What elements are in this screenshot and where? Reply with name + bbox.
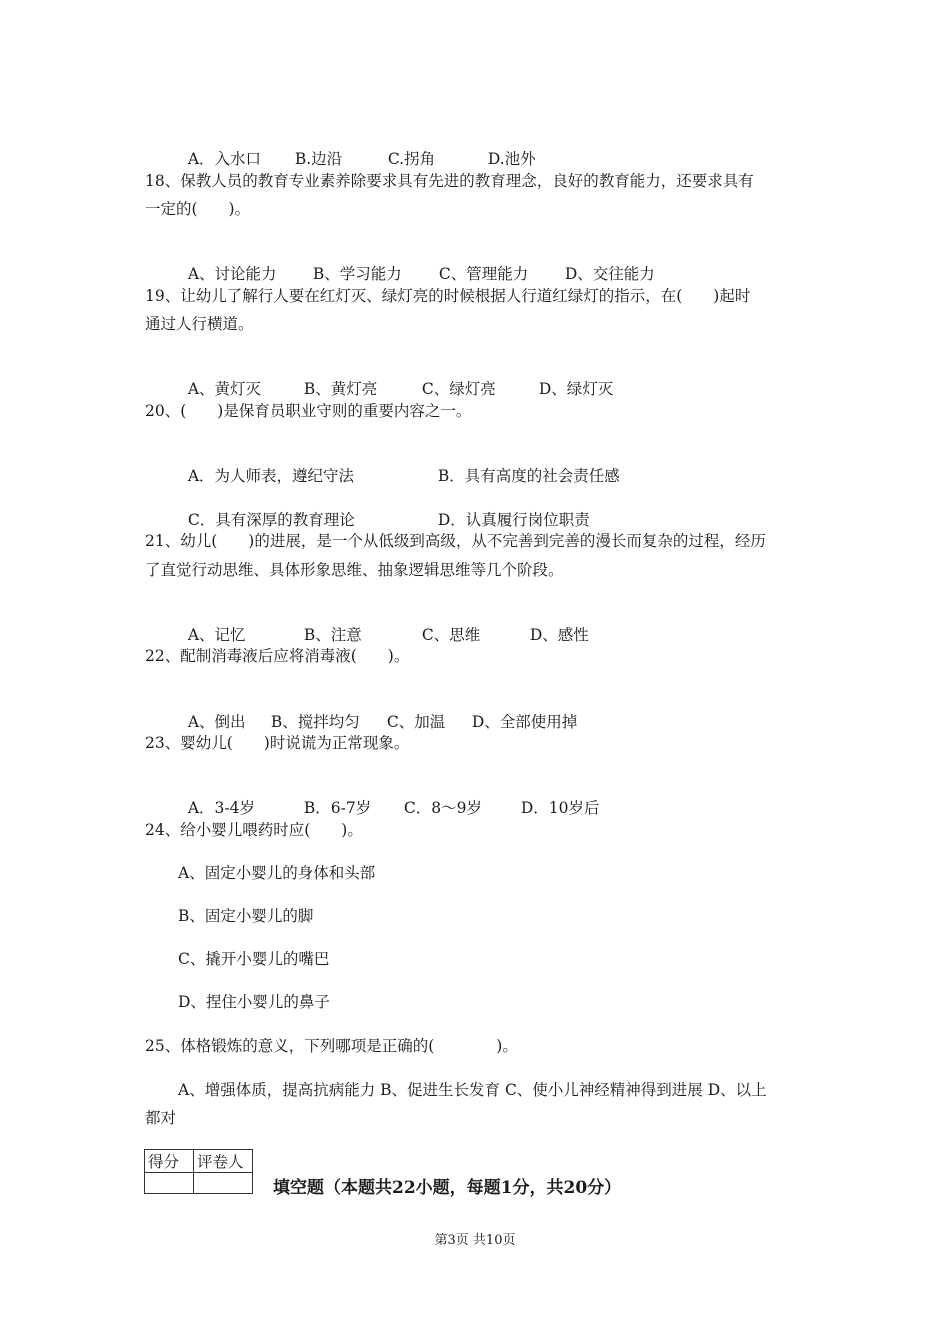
q21-text-line2: 了直觉行动思维、具体形象思维、抽象逻辑思维等几个阶段。	[145, 561, 564, 579]
q23-options	[178, 775, 600, 819]
q24-option-a: A、固定小婴儿的身体和头部	[178, 864, 376, 882]
q17-option-b: B.边沿	[294, 150, 343, 168]
q18-option-c: C、管理能力	[438, 265, 529, 283]
q20-options-row1	[178, 443, 620, 487]
q25-text: 25、体格锻炼的意义，下列哪项是正确的( )。	[145, 1037, 518, 1055]
q17-option-d: D.池外	[487, 150, 536, 168]
grader-cell	[194, 1173, 253, 1194]
q19-text-line2: 通过人行横道。	[145, 315, 254, 333]
q23-option-d: D．10岁后	[520, 799, 600, 817]
q20-options-row2	[178, 487, 590, 531]
q19-text-line1: 19、让幼儿了解行人要在红灯灭、绿灯亮的时候根据人行道红绿灯的指示，在( )起时	[145, 287, 751, 305]
q17-option-c: C.拐角	[387, 150, 436, 168]
q21-option-a: A、记忆	[187, 626, 246, 644]
q19-option-b: B、黄灯亮	[303, 380, 378, 398]
q18-text-line2: 一定的( )。	[145, 200, 251, 218]
score-header: 得分	[145, 1150, 194, 1173]
q20-text: 20、( )是保育员职业守则的重要内容之一。	[145, 402, 472, 420]
q24-option-c: C、撬开小婴儿的嘴巴	[178, 950, 330, 968]
q18-options	[178, 241, 655, 285]
q18-option-a: A、讨论能力	[187, 265, 277, 283]
q17-option-a: A．入水口	[187, 150, 262, 168]
grader-header: 评卷人	[194, 1150, 253, 1173]
q24-option-d: D、捏住小婴儿的鼻子	[178, 993, 330, 1011]
q25-options-line2: 都对	[145, 1109, 177, 1127]
q21-options	[178, 602, 589, 646]
q23-option-c: C．8～9岁	[403, 799, 482, 817]
q18-option-d: D、交往能力	[564, 265, 655, 283]
q19-options	[178, 356, 613, 400]
score-cell	[145, 1173, 194, 1194]
q20-option-b: B．具有高度的社会责任感	[437, 467, 620, 485]
q21-option-b: B、注意	[303, 626, 362, 644]
q21-option-d: D、感性	[529, 626, 589, 644]
q22-option-a: A、倒出	[187, 713, 246, 731]
q22-option-c: C、加温	[386, 713, 446, 731]
q24-text: 24、给小婴儿喂药时应( )。	[145, 821, 363, 839]
q20-option-a: A．为人师表，遵纪守法	[187, 467, 355, 485]
q20-option-c: C．具有深厚的教育理论	[187, 511, 355, 529]
q18-text-line1: 18、保教人员的教育专业素养除要求具有先进的教育理念，良好的教育能力，还要求具有	[145, 172, 754, 190]
q18-option-b: B、学习能力	[312, 265, 402, 283]
q19-option-c: C、绿灯亮	[421, 380, 496, 398]
q23-text: 23、婴幼儿( )时说谎为正常现象。	[145, 734, 410, 752]
q19-option-a: A、黄灯灭	[187, 380, 262, 398]
section-title: 填空题（本题共22小题，每题1分，共20分）	[273, 1178, 622, 1198]
q24-option-b: B、固定小婴儿的脚	[178, 907, 314, 925]
q20-option-d: D．认真履行岗位职责	[437, 511, 590, 529]
q21-text-line1: 21、幼儿( )的进展，是一个从低级到高级，从不完善到完善的漫长而复杂的过程，经历	[145, 532, 766, 550]
score-table	[144, 1149, 253, 1194]
q22-option-d: D、全部使用掉	[471, 713, 578, 731]
q17-options	[178, 126, 536, 170]
q23-option-b: B．6-7岁	[303, 799, 372, 817]
q21-option-c: C、思维	[421, 626, 481, 644]
q19-option-d: D、绿灯灭	[538, 380, 614, 398]
q23-option-a: A．3-4岁	[187, 799, 256, 817]
q22-option-b: B、搅拌均匀	[270, 713, 360, 731]
q22-options	[178, 689, 577, 733]
q22-text: 22、配制消毒液后应将消毒液( )。	[145, 647, 410, 665]
q25-options-line1: A、增强体质，提高抗病能力 B、促进生长发育 C、使小儿神经精神得到进展 D、以上	[178, 1081, 767, 1099]
page-footer: 第3页 共10页	[434, 1233, 516, 1248]
